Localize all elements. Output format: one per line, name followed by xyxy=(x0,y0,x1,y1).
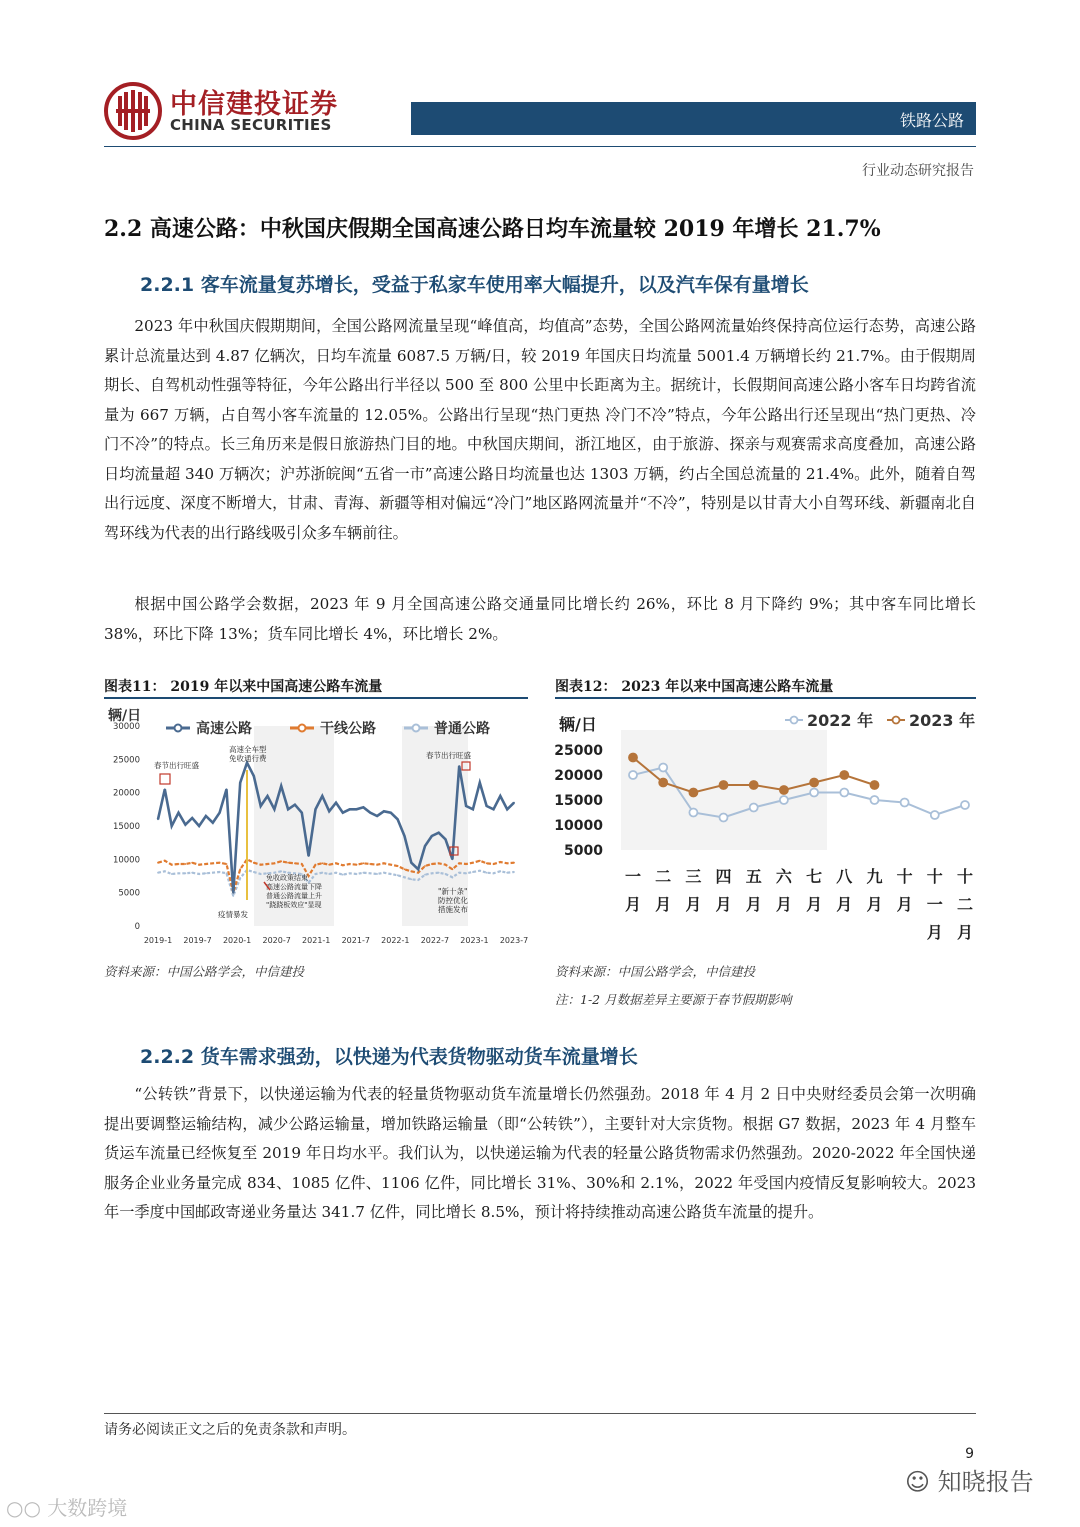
data-point xyxy=(871,796,879,804)
data-point xyxy=(458,765,460,767)
data-point xyxy=(280,785,282,787)
legend-label: 干线公路 xyxy=(320,721,376,737)
x-tick-label: 四 xyxy=(715,867,732,886)
figure-11-source: 资料来源：中国公路学会，中信建投 xyxy=(104,964,305,979)
annotation-ten-measures: "新十条" xyxy=(438,887,468,896)
data-point xyxy=(840,771,848,779)
data-point xyxy=(164,860,166,862)
data-point xyxy=(465,805,467,807)
subsection-heading-2-2-2: 2.2.2 货车需求强劲，以快递为代表货物驱动货车流量增长 xyxy=(140,1046,638,1068)
data-point xyxy=(219,812,221,814)
data-point xyxy=(452,868,454,870)
data-point xyxy=(294,804,296,806)
x-tick-label: 月 xyxy=(655,895,672,914)
data-point xyxy=(185,824,187,826)
data-point xyxy=(274,862,276,864)
y-tick-label: 5000 xyxy=(118,888,140,899)
data-point xyxy=(499,795,501,797)
data-point xyxy=(472,808,474,810)
annotation-policy-end: 普通公路流量上升 xyxy=(266,892,322,900)
y-tick-label: 15000 xyxy=(112,822,140,832)
data-point xyxy=(349,872,351,874)
data-point xyxy=(486,805,488,807)
y-axis-unit: 辆/日 xyxy=(108,708,142,724)
data-point xyxy=(335,862,337,864)
data-point xyxy=(479,782,481,784)
data-point xyxy=(171,864,173,866)
y-tick-label: 30000 xyxy=(112,722,140,732)
data-point xyxy=(321,872,323,874)
disclaimer: 请务必阅读正文之后的免责条款和声明。 xyxy=(104,1422,356,1438)
data-point xyxy=(157,818,159,820)
data-point xyxy=(629,754,637,762)
data-point xyxy=(335,872,337,874)
x-tick-label: 月 xyxy=(926,923,943,942)
paragraph-text: “公转铁”背景下，以快递运输为代表的轻量货物驱动货车流量增长仍然强劲。2018 年 4 月 2 日中央财经委员会第一次明确提出要调整运输结构，减少公路运输量，增加铁路运输量（即“公转铁”），主要针对大宗货物。根据 G7 数据，2023 年 4 月整车货运车流量已经恢复至 2019 年日均水平。我们认为，以快递运输为代表的轻量公路货物需求仍然强劲。2020-2022 年全国快递服务企业业务量完成 834、1085 亿件、1106 亿件，同比增长 31%、30%和 2.1%，2022 年受国内疫情反复影响较大。2023 年一季度中国邮政寄递业务量达 341.7 亿件，同比增长 8.5%，预计将持续推动高速公路货车流量的提升。 xyxy=(104,1085,976,1221)
data-point xyxy=(720,814,728,822)
data-point xyxy=(171,873,173,875)
data-point xyxy=(301,863,303,865)
x-tick-label: 二 xyxy=(655,867,672,886)
data-point xyxy=(417,872,419,874)
data-point xyxy=(356,864,358,866)
china-securities-logo-icon xyxy=(104,82,162,140)
y-tick-label: 10000 xyxy=(112,855,140,866)
data-point xyxy=(287,808,289,810)
figure-11-chart xyxy=(104,700,528,950)
data-point xyxy=(363,862,365,864)
y-axis-unit: 辆/日 xyxy=(559,715,597,734)
data-point xyxy=(171,825,173,827)
data-point xyxy=(810,789,818,797)
data-point xyxy=(363,872,365,874)
x-tick-label: 2022-1 xyxy=(381,936,410,945)
data-point xyxy=(315,873,317,875)
data-point xyxy=(424,845,426,847)
data-point xyxy=(267,795,269,797)
data-point xyxy=(191,862,193,864)
figure-12-chart xyxy=(555,700,976,950)
y-tick-label: 20000 xyxy=(555,768,603,784)
data-point xyxy=(410,870,412,872)
x-tick-label: 十 xyxy=(956,867,974,886)
data-point xyxy=(472,871,474,873)
x-tick-label: 月 xyxy=(624,895,642,914)
data-point xyxy=(356,873,358,875)
data-point xyxy=(191,817,193,819)
x-tick-label: 月 xyxy=(715,895,732,914)
paragraph-text: 2023 年中秋国庆假期期间，全国公路网流量呈现“峰值高，均值高”态势，全国公路网流量始终保持高位运行态势，高速公路累计总流量达到 4.87 亿辆次，日均车流量 6087.5 万辆/日，较 2019 年国庆日均流量 5001.4 万辆增长约 21.7%。由于假期周期长、自驾机动性强等特征，今年公路出行半径以 500 至 800 公里中长距离为主。据统计，长假期间高速公路小客车日均跨省流量为 667 万辆，占自驾小客车流量的 12.05%。公路出行呈现“热门更热 冷门不冷”特点，今年公路出行还呈现出“热门更热、冷门不冷”的特点。长三角历来是假日旅游热门目的地。中秋国庆期间，浙江地区，由于旅游、探亲与观赛需求高度叠加，高速公路日均流量超 340 万辆次；沪苏浙皖闽“五省一市”高速公路日均流量也达 1303 万辆，约占全国总流量的 21.4%。此外，随着自驾出行远度、深度不断增大，甘肃、青海、新疆等相对偏远“冷门”地区路网流量并“不冷”，特别是以甘青大小自驾环线、新疆南北自驾环线为代表的出行路线吸引众多车辆前往。 xyxy=(104,317,976,542)
data-point xyxy=(253,871,255,873)
data-point xyxy=(205,815,207,817)
legend-marker xyxy=(893,717,900,724)
data-point xyxy=(493,872,495,874)
paragraph-september-data xyxy=(104,590,976,649)
data-point xyxy=(308,855,310,857)
figure-11-title: 图表11： 2019 年以来中国高速公路车流量 xyxy=(104,679,383,695)
data-point xyxy=(185,863,187,865)
data-point xyxy=(356,808,358,810)
data-point xyxy=(659,779,667,787)
data-point xyxy=(164,870,166,872)
y-tick-label: 0 xyxy=(134,922,140,932)
data-point xyxy=(445,873,447,875)
data-point xyxy=(871,781,879,789)
data-point xyxy=(404,868,406,870)
data-point xyxy=(349,808,351,810)
data-point xyxy=(253,775,255,777)
x-tick-label: 八 xyxy=(836,867,853,886)
annotation-policy-end: "跷跷板效应"显现 xyxy=(266,901,322,909)
data-point xyxy=(659,764,667,772)
data-point xyxy=(335,802,337,804)
data-point xyxy=(226,863,228,865)
data-point xyxy=(363,806,365,808)
x-tick-label: 月 xyxy=(836,895,853,914)
legend-marker xyxy=(175,725,182,732)
legend-label: 普通公路 xyxy=(434,721,490,737)
data-point xyxy=(810,779,818,787)
x-tick-label: 十 xyxy=(926,867,943,886)
logo-english-name: CHINA SECURITIES xyxy=(170,116,332,134)
data-point xyxy=(185,872,187,874)
data-point xyxy=(287,862,289,864)
footer-divider xyxy=(104,1413,976,1414)
data-point xyxy=(431,863,433,865)
data-point xyxy=(479,870,481,872)
figure-12-rule xyxy=(555,697,976,699)
data-point xyxy=(931,811,939,819)
data-point xyxy=(219,871,221,873)
x-tick-label: 月 xyxy=(896,895,913,914)
legend-marker xyxy=(791,717,798,724)
data-point xyxy=(840,789,848,797)
annotation-toll-free: 免收通行费 xyxy=(229,754,267,763)
logo-chinese-name: 中信建投证券 xyxy=(170,89,338,120)
watermark-dashu: ○○ 大数跨境 xyxy=(6,1496,128,1520)
data-point xyxy=(205,863,207,865)
data-point xyxy=(397,865,399,867)
data-point xyxy=(901,799,909,807)
data-point xyxy=(342,874,344,876)
data-point xyxy=(397,874,399,876)
data-point xyxy=(376,815,378,817)
x-tick-label: 2023-7 xyxy=(499,936,528,945)
x-tick-label: 月 xyxy=(745,895,762,914)
data-point xyxy=(458,872,460,874)
x-tick-label: 五 xyxy=(745,867,762,886)
header-divider xyxy=(104,146,976,147)
x-tick-label: 2021-7 xyxy=(341,936,370,945)
data-point xyxy=(383,862,385,864)
data-point xyxy=(513,862,515,864)
data-point xyxy=(720,781,728,789)
figure-12-note: 注：1-2 月数据差异主要源于春节假期影响 xyxy=(555,992,792,1007)
section-heading: 2.2 高速公路：中秋国庆假期全国高速公路日均车流量较 2019 年增长 21.7% xyxy=(104,216,881,242)
x-tick-label: 月 xyxy=(775,895,792,914)
data-point xyxy=(157,862,159,864)
y-tick-label: 25000 xyxy=(112,755,140,766)
company-logo xyxy=(104,80,354,142)
data-point xyxy=(506,862,508,864)
x-tick-label: 2023-1 xyxy=(460,936,489,945)
x-tick-label: 月 xyxy=(806,895,823,914)
sector-banner xyxy=(411,102,976,135)
data-point xyxy=(486,872,488,874)
report-type: 行业动态研究报告 xyxy=(862,163,974,179)
data-point xyxy=(445,864,447,866)
data-point xyxy=(961,801,969,809)
data-point xyxy=(280,870,282,872)
data-point xyxy=(239,868,241,870)
data-point xyxy=(383,872,385,874)
data-point xyxy=(506,808,508,810)
data-point xyxy=(493,863,495,865)
data-point xyxy=(315,808,317,810)
annotation-spring-2: 春节出行旺盛 xyxy=(426,751,471,760)
sector-label: 铁路公路 xyxy=(899,111,964,130)
data-point xyxy=(499,870,501,872)
data-point xyxy=(438,832,440,834)
data-point xyxy=(226,788,228,790)
x-tick-label: 月 xyxy=(956,923,974,942)
data-point xyxy=(424,865,426,867)
annotation-covid: 疫情暴发 xyxy=(218,910,248,919)
data-point xyxy=(404,876,406,878)
data-point xyxy=(689,809,697,817)
data-point xyxy=(479,860,481,862)
data-point xyxy=(226,872,228,874)
figure-12-title: 图表12： 2023 年以来中国高速公路车流量 xyxy=(555,679,834,695)
x-tick-label: 一 xyxy=(926,895,943,914)
data-point xyxy=(157,872,159,874)
data-point xyxy=(164,788,166,790)
data-point xyxy=(465,863,467,865)
data-point xyxy=(212,872,214,874)
data-point xyxy=(780,786,788,794)
data-point xyxy=(493,808,495,810)
data-point xyxy=(376,864,378,866)
data-point xyxy=(178,812,180,814)
x-tick-label: 七 xyxy=(806,867,823,886)
legend-marker xyxy=(299,725,306,732)
data-point xyxy=(390,812,392,814)
data-point xyxy=(239,782,241,784)
x-tick-label: 六 xyxy=(775,867,792,886)
legend-label: 高速公路 xyxy=(196,721,252,737)
x-tick-label: 2020-1 xyxy=(222,936,252,945)
y-tick-label: 15000 xyxy=(555,793,603,809)
data-point xyxy=(369,872,371,874)
data-point xyxy=(458,862,460,864)
data-point xyxy=(417,868,419,870)
data-point xyxy=(750,804,758,812)
data-point xyxy=(390,864,392,866)
x-tick-label: 一 xyxy=(624,867,642,886)
x-tick-label: 月 xyxy=(685,895,702,914)
data-point xyxy=(410,862,412,864)
data-point xyxy=(301,812,303,814)
data-point xyxy=(260,805,262,807)
paragraph-text: 根据中国公路学会数据，2023 年 9 月全国高速公路交通量同比增长约 26%，环比 8 月下降约 9%；其中客车同比增长 38%，环比下降 13%；货车同比增长 4%，环比增长 2%。 xyxy=(104,595,976,643)
data-point xyxy=(315,864,317,866)
data-point xyxy=(438,872,440,874)
data-point xyxy=(219,862,221,864)
data-point xyxy=(280,860,282,862)
annotation-ten-measures: 措施发布 xyxy=(438,905,468,914)
legend-label: 2022 年 xyxy=(807,711,874,730)
data-point xyxy=(445,838,447,840)
x-tick-label: 2019-1 xyxy=(143,936,173,945)
data-point xyxy=(431,872,433,874)
data-point xyxy=(342,864,344,866)
data-point xyxy=(506,872,508,874)
data-point xyxy=(486,862,488,864)
annotation-policy-end: 高速公路流量下降 xyxy=(266,883,322,891)
figure-11-rule xyxy=(104,697,528,699)
y-tick-label: 5000 xyxy=(564,843,603,859)
x-tick-label: 2020-7 xyxy=(262,936,291,945)
data-point xyxy=(397,818,399,820)
data-point xyxy=(689,789,697,797)
data-point xyxy=(232,892,234,894)
data-point xyxy=(328,873,330,875)
annotation-toll-free: 高速全车型 xyxy=(229,745,267,754)
data-point xyxy=(232,895,234,897)
y-tick-label: 10000 xyxy=(555,818,603,834)
data-point xyxy=(198,864,200,866)
data-point xyxy=(499,861,501,863)
data-point xyxy=(390,873,392,875)
x-tick-label: 十 xyxy=(896,867,913,886)
data-point xyxy=(212,862,214,864)
data-point xyxy=(328,864,330,866)
data-point xyxy=(191,872,193,874)
data-point xyxy=(178,872,180,874)
data-point xyxy=(342,812,344,814)
y-tick-label: 25000 xyxy=(555,743,603,759)
data-point xyxy=(369,812,371,814)
data-point xyxy=(780,796,788,804)
data-point xyxy=(178,863,180,865)
x-tick-label: 三 xyxy=(685,867,702,886)
annotation-spring-1: 春节出行旺盛 xyxy=(154,761,199,770)
data-point xyxy=(198,825,200,827)
x-tick-label: 月 xyxy=(866,895,883,914)
data-point xyxy=(417,879,419,881)
data-point xyxy=(431,835,433,837)
data-point xyxy=(424,874,426,876)
data-point xyxy=(452,858,454,860)
annotation-ten-measures: 防控优化 xyxy=(438,896,468,905)
data-point xyxy=(750,781,758,789)
data-point xyxy=(212,822,214,824)
data-point xyxy=(349,863,351,865)
data-point xyxy=(629,771,637,779)
data-point xyxy=(321,795,323,797)
data-point xyxy=(260,873,262,875)
data-point xyxy=(472,862,474,864)
page-number: 9 xyxy=(965,1446,974,1462)
data-point xyxy=(267,863,269,865)
x-tick-label: 2021-1 xyxy=(302,936,331,945)
paragraph-freight-demand xyxy=(104,1080,976,1228)
x-tick-label: 九 xyxy=(866,867,883,886)
x-tick-label: 2022-7 xyxy=(420,936,450,945)
subsection-heading-2-2-1: 2.2.1 客车流量复苏增长，受益于私家车使用率大幅提升，以及汽车保有量增长 xyxy=(140,274,809,296)
watermark-zhixiao: ☺ 知晓报告 xyxy=(905,1468,1034,1496)
data-point xyxy=(383,810,385,812)
data-point xyxy=(513,871,515,873)
x-tick-label: 2019-7 xyxy=(183,936,212,945)
data-point xyxy=(205,872,207,874)
data-point xyxy=(369,863,371,865)
data-point xyxy=(438,862,440,864)
data-point xyxy=(321,862,323,864)
data-point xyxy=(328,810,330,812)
data-point xyxy=(410,878,412,880)
x-tick-label: 二 xyxy=(956,895,974,914)
figure-12-source: 资料来源：中国公路学会，中信建投 xyxy=(555,964,756,979)
data-point xyxy=(465,872,467,874)
legend-label: 2023 年 xyxy=(909,711,976,730)
data-point xyxy=(513,802,515,804)
data-point xyxy=(260,864,262,866)
annotation-policy-end: 免收政策结束 xyxy=(266,874,308,882)
legend-marker xyxy=(413,725,420,732)
data-point xyxy=(239,877,241,879)
data-point xyxy=(253,862,255,864)
data-point xyxy=(404,835,406,837)
data-point xyxy=(376,873,378,875)
data-point xyxy=(198,873,200,875)
data-point xyxy=(274,808,276,810)
highway-traffic-2023-chart xyxy=(555,700,976,950)
y-tick-label: 20000 xyxy=(112,788,140,799)
paragraph-passenger-traffic xyxy=(104,312,976,548)
highway-traffic-since-2019-chart xyxy=(104,700,528,950)
data-point xyxy=(294,862,296,864)
data-point xyxy=(452,876,454,878)
